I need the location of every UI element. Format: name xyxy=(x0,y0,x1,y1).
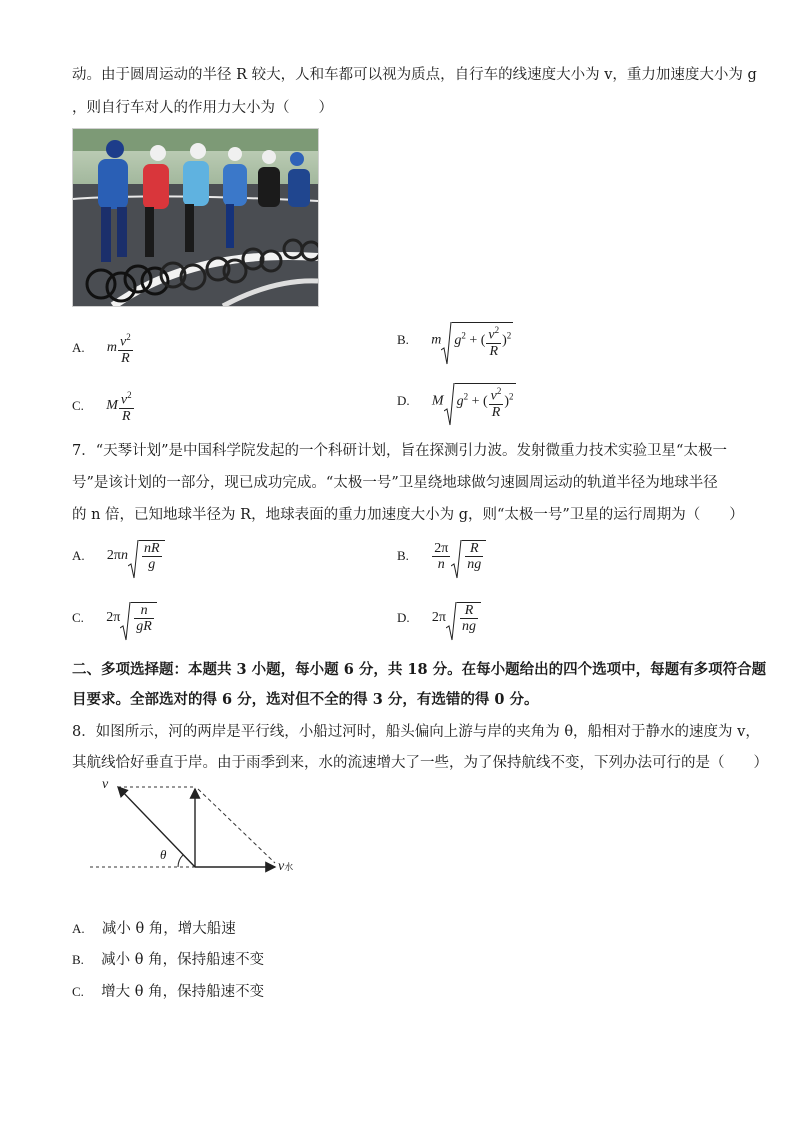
section2-heading-line2: 目要求。全部选对的得 6 分，选对但不全的得 3 分，有选错的得 0 分。 xyxy=(72,691,539,708)
q7-text-line1: 7．“天琴计划”是中国科学院发起的一个科研计划，旨在探测引力波。发射微重力技术实验卫星“太极一 xyxy=(72,443,727,459)
q8-option-b-label: B. xyxy=(72,952,84,967)
cyclists-photo xyxy=(72,128,319,307)
q6-option-a[interactable] xyxy=(72,330,134,366)
q7-option-d-label: D. xyxy=(397,610,410,625)
q6-text-line2: ，则自行车对人的作用力大小为（ ） xyxy=(72,100,333,116)
q8-text-line1: 8．如图所示，河的两岸是平行线，小船过河时，船头偏向上游与岸的夹角为 θ，船相对于静水的速度为 v， xyxy=(72,724,760,740)
q8-option-a-label: A. xyxy=(72,921,85,936)
q8-option-c-text: 增大 θ 角，保持船速不变 xyxy=(101,984,265,1000)
q8-option-a-text: 减小 θ 角，增大船速 xyxy=(101,921,236,937)
q8-option-b-text: 减小 θ 角，保持船速不变 xyxy=(101,952,265,968)
q7-option-b-label: B. xyxy=(397,548,409,563)
q7-option-d-formula: 2π $\frac{R}{ng}$ xyxy=(432,602,481,634)
q6-option-b-formula: m $g^2$ + ( $\frac{v^2}{R}$ )$^2$ xyxy=(431,322,513,359)
q7-option-a-formula: 2πn $\frac{nR}{g}$ xyxy=(107,540,165,572)
q6-text-line1: 动。由于圆周运动的半径 R 较大，人和车都可以视为质点，自行车的线速度大小为 v，重力加速度大小为 g xyxy=(72,67,757,83)
q7-option-c-label: C. xyxy=(72,610,84,625)
q6-option-d-label: D. xyxy=(397,393,410,409)
label-v-water xyxy=(278,859,293,875)
q8-option-a[interactable] xyxy=(72,919,732,939)
q7-text-line3: 的 n 倍，已知地球半径为 R，地球表面的重力加速度大小为 g，则“太极一号”卫星的运行周期为（ ） xyxy=(72,507,744,523)
q7-option-a[interactable] xyxy=(72,540,165,572)
q7-option-a-label: A. xyxy=(72,548,85,563)
label-v-water-sub: 水 xyxy=(284,862,294,872)
q6-option-c[interactable] xyxy=(72,388,135,424)
q8-text-line2: 其航线恰好垂直于岸。由于雨季到来，水的流速增大了一些，为了保持航线不变，下列办法可行的是（ ） xyxy=(72,755,768,771)
section2-heading-line1: 二、多项选择题：本题共 3 小题，每小题 6 分，共 18 分。在每小题给出的四个选项中，每题有多项符合题 xyxy=(72,661,767,678)
velocity-vector-diagram xyxy=(90,775,320,885)
q8-option-c-label: C. xyxy=(72,984,84,999)
label-v: v xyxy=(102,777,109,792)
label-v-water-main: v xyxy=(278,859,285,874)
q6-option-b-label: B. xyxy=(397,332,409,348)
q7-text-line2: 号”是该计划的一部分，现已成功完成。“太极一号”卫星绕地球做匀速圆周运动的轨道半径为地球半径 xyxy=(72,475,718,491)
q7-option-b[interactable] xyxy=(397,540,486,572)
q6-option-d[interactable] xyxy=(397,383,516,420)
q7-option-c[interactable] xyxy=(72,602,157,634)
q6-option-d-formula: M $g^2$ + ( $\frac{v^2}{R}$ )$^2$ xyxy=(432,383,516,420)
q7-option-c-formula: 2π $\frac{n}{gR}$ xyxy=(106,602,157,634)
q8-option-b[interactable] xyxy=(72,950,732,970)
q6-option-a-label: A. xyxy=(72,339,85,355)
q7-option-b-formula: $\frac{2\pi}{n}$ $\frac{R}{ng}$ xyxy=(431,540,486,572)
q6-option-c-label: C. xyxy=(72,397,84,413)
q7-option-d[interactable] xyxy=(397,602,481,634)
q6-option-c-formula: M $\frac{v^2}{R}$ xyxy=(106,390,132,424)
q6-option-a-formula: m $\frac{v^2}{R}$ xyxy=(106,332,131,366)
q6-option-b[interactable] xyxy=(397,322,513,359)
q8-option-c[interactable] xyxy=(72,982,732,1002)
label-theta: θ xyxy=(160,847,167,862)
